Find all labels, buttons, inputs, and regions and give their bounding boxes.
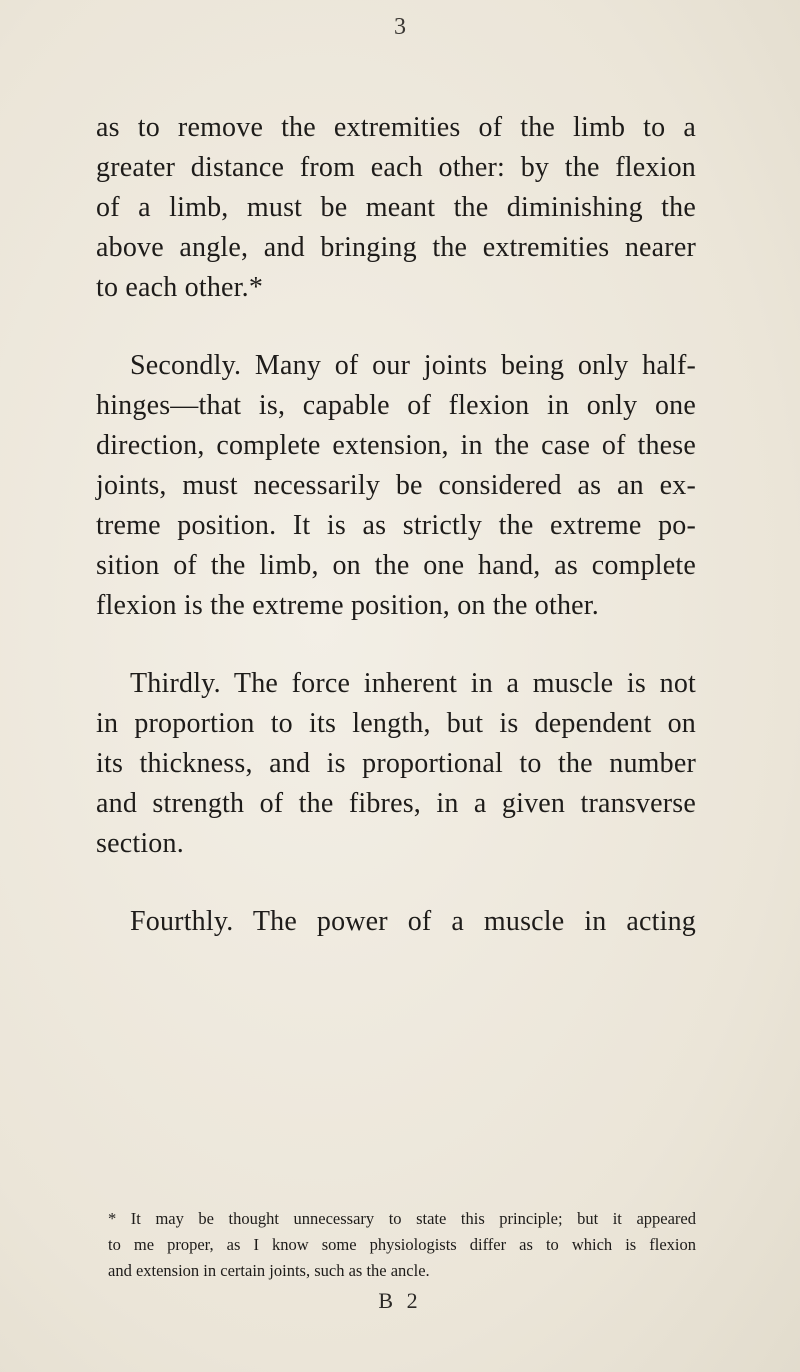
text-line: section. xyxy=(96,828,184,859)
text-line: direction, complete extension, in the case of these xyxy=(96,430,696,461)
paragraph xyxy=(96,664,696,864)
body-text xyxy=(96,108,696,942)
text-line: in proportion to its length, but is dependent on xyxy=(96,708,696,739)
page-number: 3 xyxy=(394,14,406,40)
text-line: of a limb, must be meant the diminishing the xyxy=(96,192,696,223)
text-line: to each other.* xyxy=(96,272,264,303)
text-line: greater distance from each other: by the flexion xyxy=(96,152,696,183)
signature-mark: B 2 xyxy=(378,1288,422,1313)
text-line: Thirdly. The force inherent in a muscle is not xyxy=(130,668,696,699)
paragraph xyxy=(96,902,696,942)
text-line: its thickness, and is proportional to the number xyxy=(96,748,696,779)
text-line: above angle, and bringing the extremities nearer xyxy=(96,232,696,263)
text-line: Fourthly. The power of a muscle in acting xyxy=(130,906,696,937)
paragraph xyxy=(96,346,696,626)
text-line: joints, must necessarily be considered as an ex- xyxy=(96,470,696,501)
footnote-line: and extension in certain joints, such as the ancle. xyxy=(108,1261,430,1280)
text-line: treme position. It is as strictly the extreme po- xyxy=(96,510,696,541)
footnote-line: to me proper, as I know some physiologists differ as to which is flexion xyxy=(108,1235,696,1254)
footnote-line: * It may be thought unnecessary to state this principle; but it appeared xyxy=(108,1209,696,1228)
text-line: hinges—that is, capable of flexion in only one xyxy=(96,390,696,421)
text-line: flexion is the extreme position, on the other. xyxy=(96,590,599,621)
footnote xyxy=(108,1206,696,1284)
text-line: sition of the limb, on the one hand, as complete xyxy=(96,550,696,581)
text-line: Secondly. Many of our joints being only half- xyxy=(130,350,696,381)
text-line: as to remove the extremities of the limb to a xyxy=(96,112,696,143)
paragraph xyxy=(96,108,696,308)
text-line: and strength of the fibres, in a given transverse xyxy=(96,788,696,819)
